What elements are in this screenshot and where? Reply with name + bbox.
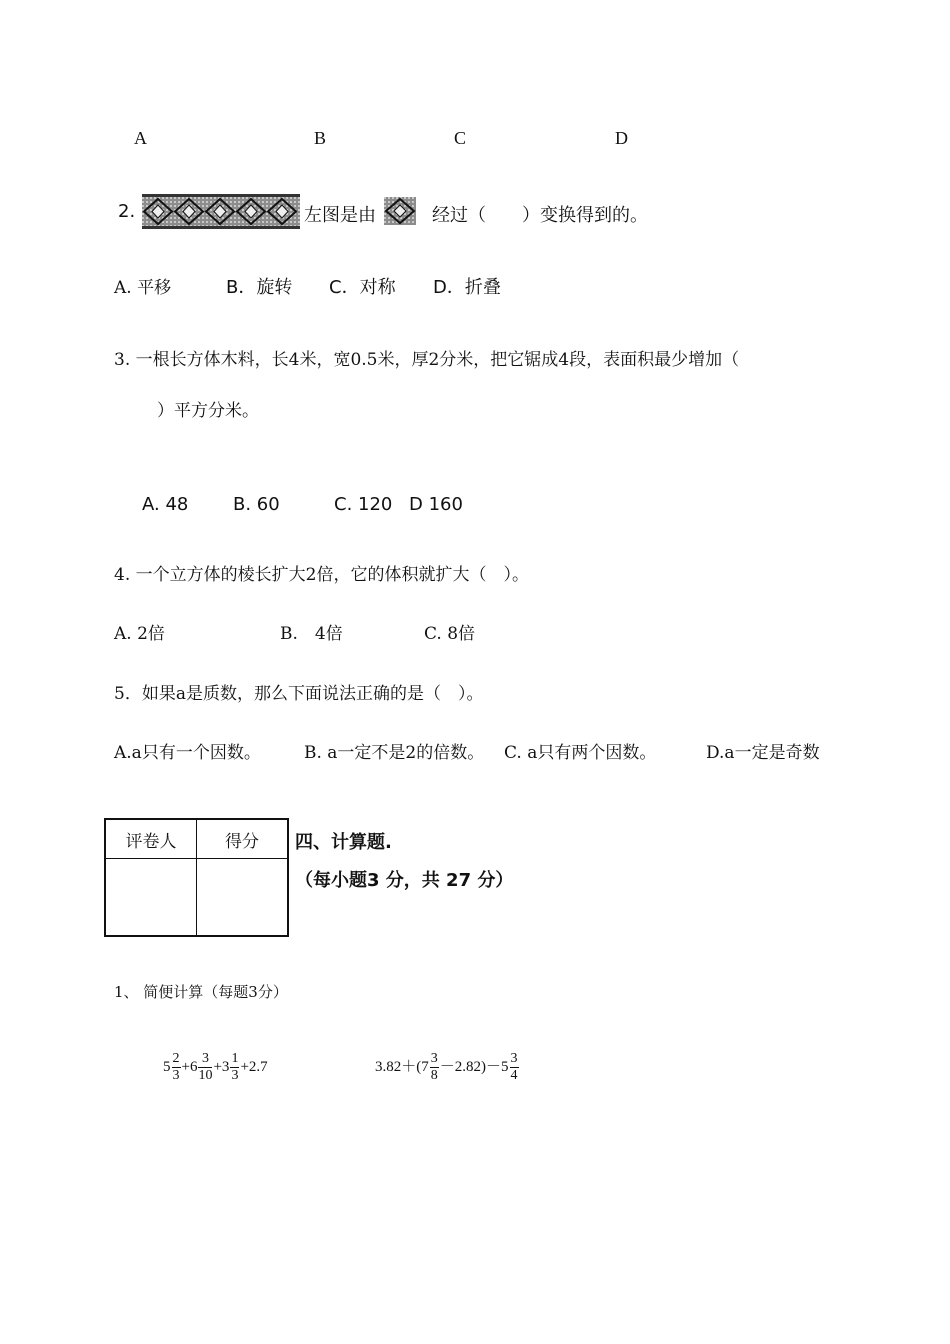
q2-number: 2. (118, 201, 136, 222)
expr2-fraction-2 (510, 1052, 519, 1083)
q4-text: 4. 一个立方体的棱长扩大2倍，它的体积就扩大（ ）。 (114, 565, 529, 585)
expr2-part-2: －2.82)－5 (439, 1058, 509, 1075)
q5-option-c: C. a只有两个因数。 (504, 743, 657, 763)
q2-option-b: B．旋转 (226, 277, 293, 298)
q5-option-b: B. a一定不是2的倍数。 (304, 743, 485, 763)
section4-subtitle: （每小题3 分，共 27 分） (295, 870, 514, 891)
q4-option-b: B. 4倍 (280, 624, 343, 644)
score-table-score-cell[interactable] (197, 859, 289, 937)
q1-option-d: D (615, 128, 628, 148)
pattern-strip-image (142, 194, 300, 229)
q3-option-a: A. 48 (142, 494, 189, 515)
q2-option-d: D．折叠 (433, 277, 501, 298)
expr1-fraction-3 (230, 1052, 239, 1083)
q3-text-line1: 3. 一根长方体木料，长4米，宽0.5米，厚2分米，把它锯成4段，表面积最少增加（ (114, 350, 740, 370)
expr2-part-1: 3.82＋(7 (375, 1058, 429, 1075)
expr1-fraction-1-num: 2 (172, 1051, 180, 1066)
expr1-fraction-3-den: 3 (231, 1068, 239, 1083)
q3-option-d: D 160 (409, 494, 463, 515)
expr2-fraction-1-den: 8 (430, 1068, 438, 1083)
expr1-fraction-1-den: 3 (172, 1068, 180, 1083)
section4-title: 四、计算题. (295, 832, 392, 853)
expr1-fraction-2-den: 10 (198, 1068, 213, 1083)
expression-2 (375, 1052, 520, 1083)
expr1-whole-3: +3 (213, 1058, 230, 1075)
score-table (104, 818, 289, 937)
q2-text-part2: 经过（ ）变换得到的。 (432, 205, 648, 226)
q3-text-line2: ）平方分米。 (157, 401, 259, 421)
score-table-grader-header: 评卷人 (105, 819, 197, 859)
expr1-fraction-2-num: 3 (198, 1052, 212, 1068)
subsection1-title: 1、 简便计算（每题3分） (114, 983, 288, 1001)
q5-text: 5．如果a是质数，那么下面说法正确的是（ ）。 (114, 684, 484, 704)
q2-option-a: A. 平移 (114, 278, 172, 298)
expression-1 (163, 1052, 268, 1083)
score-table-grader-cell[interactable] (105, 859, 197, 937)
expr1-fraction-3-num: 1 (231, 1051, 239, 1066)
expr2-fraction-1-num: 3 (430, 1051, 438, 1066)
q3-option-b: B. 60 (233, 494, 280, 515)
q1-option-a: A (134, 128, 147, 148)
score-table-score-header: 得分 (197, 819, 289, 859)
q1-option-c: C (454, 128, 467, 148)
expr1-fraction-2 (198, 1052, 212, 1083)
q1-option-b: B (314, 128, 327, 148)
expr1-whole-2: +6 (181, 1058, 198, 1075)
q4-option-c: C. 8倍 (424, 624, 476, 644)
q2-text-part1: 左图是由 (304, 205, 376, 226)
q5-option-a: A.a只有一个因数。 (114, 743, 261, 763)
expr2-fraction-2-num: 3 (510, 1051, 518, 1066)
expr1-whole-1: 5 (163, 1058, 171, 1075)
expr2-fraction-1 (430, 1052, 439, 1083)
q3-option-c: C. 120 (334, 494, 393, 515)
expr1-fraction-1 (172, 1052, 181, 1083)
expr2-fraction-2-den: 4 (510, 1068, 518, 1083)
expr1-tail: +2.7 (240, 1058, 268, 1075)
q2-option-c: C．对称 (329, 277, 396, 298)
pattern-unit-image (384, 197, 416, 225)
q4-option-a: A. 2倍 (114, 624, 165, 644)
q5-option-d: D.a一定是奇数 (706, 743, 820, 763)
